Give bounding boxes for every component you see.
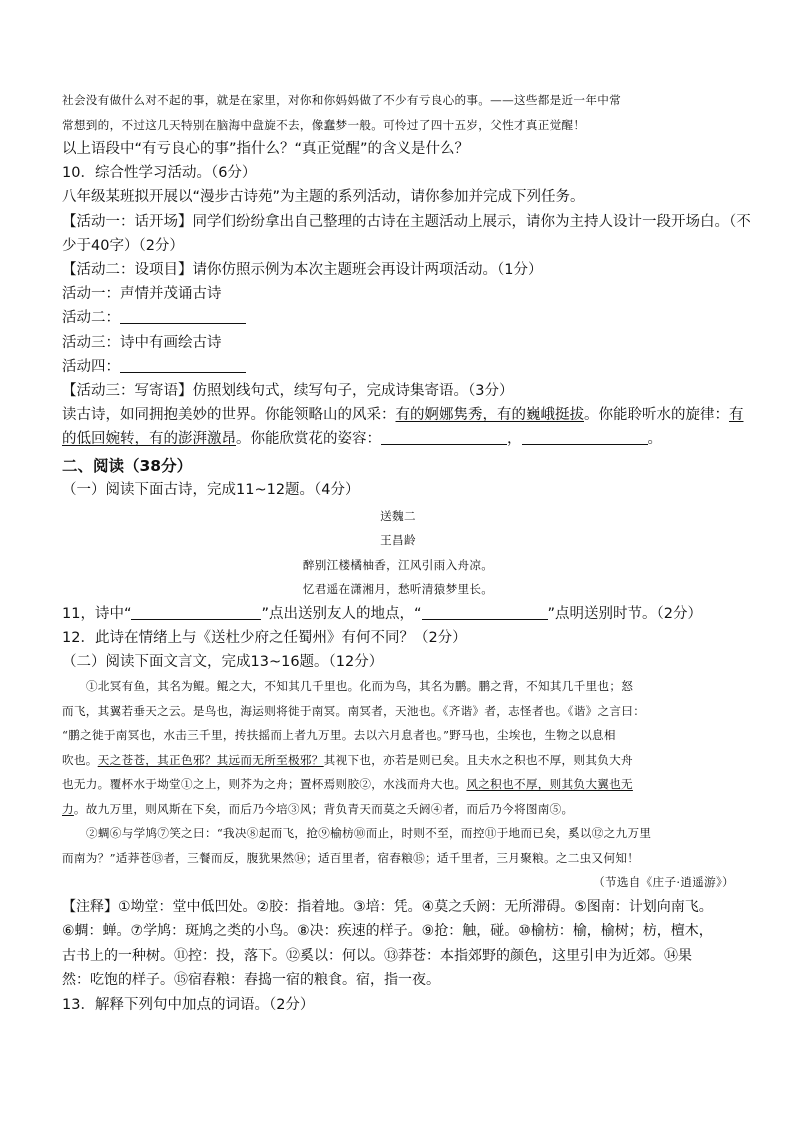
question-10-intro: 八年级某班拟开展以“漫步古诗苑”为主题的系列活动，请你参加并完成下列任务。 bbox=[62, 189, 585, 206]
underlined-example: 的低回婉转，有的澎湃激昂 bbox=[62, 431, 236, 448]
punctuation: ， bbox=[507, 431, 522, 448]
text: 吹也。 bbox=[62, 752, 98, 767]
poem-title: 送魏二 bbox=[380, 508, 416, 523]
question-12: 12．此诗在情绪上与《送杜少府之任蜀州》有何不同？（2分） bbox=[62, 630, 467, 647]
activity-3-sentence-cont bbox=[62, 427, 734, 451]
letter-excerpt-line: 常想到的，不过这几天特别在脑海中盘旋不去，像蠢梦一般。可怜过了四十五岁，父性才真正觉醒！ bbox=[62, 117, 586, 132]
activity-2-prompt: 【活动二：设项目】请你仿照示例为本次主题班会再设计两项活动。（1分） bbox=[62, 262, 543, 279]
activity-3-sentence bbox=[62, 403, 744, 427]
answer-blank[interactable] bbox=[131, 605, 261, 620]
question-13: 13．解释下列句中加点的词语。（2分） bbox=[62, 996, 315, 1013]
classical-text-line bbox=[62, 748, 734, 773]
question-10-title: 10．综合性学习活动。（6分） bbox=[62, 165, 257, 182]
letter-excerpt-line: 社会没有做什么对不起的事，就是在家里，对你和你妈妈做了不少有亏良心的事。——这些都是近一年中常 bbox=[62, 93, 622, 107]
activity-item-1: 活动一：声情并茂诵古诗 bbox=[62, 286, 222, 303]
poem-line: 醉别江楼橘柚香，江风引雨入舟凉。 bbox=[302, 557, 494, 572]
classical-text-line: ①北冥有鱼，其名为鲲。鲲之大，不知其几千里也。化而为鸟，其名为鹏。鹏之背，不知其几千里也；怒 bbox=[86, 679, 634, 694]
activity-3-prompt: 【活动三：写寄语】仿照划线句式，续写句子，完成诗集寄语。（3分） bbox=[62, 383, 514, 400]
sentence-text: 。你能聆听水的旋律： bbox=[584, 407, 729, 424]
classical-text-line: “鹏之徙于南冥也，水击三千里，抟扶摇而上者九万里。去以六月息者也。”野马也，尘埃也，生物之以息相 bbox=[62, 728, 616, 743]
question-11 bbox=[62, 602, 734, 626]
activity-item-4 bbox=[62, 355, 734, 379]
answer-blank[interactable] bbox=[381, 430, 507, 445]
answer-blank[interactable] bbox=[120, 309, 246, 324]
poem-line: 忆君遥在潇湘月，愁听清猿梦里长。 bbox=[302, 582, 494, 597]
activity-item-2 bbox=[62, 306, 734, 330]
text: 其视下也，亦若是则已矣。且夫水之积也不厚，则其负大舟 bbox=[323, 752, 633, 767]
classical-text-line: ②蜩⑥与学鸠⑦笑之曰：“我决⑧起而飞，抢⑨榆枋⑩而止，时则不至，而控⑪于地而已矣，奚以⑫之九万里 bbox=[86, 826, 652, 841]
underlined-sentence: 天之苍苍，其正色邪？其远而无所至极邪？ bbox=[97, 752, 324, 767]
answer-blank[interactable] bbox=[522, 430, 648, 445]
section-2-title: 二、阅读（38分） bbox=[62, 456, 193, 475]
activity-item-3: 活动三：诗中有画绘古诗 bbox=[62, 334, 222, 351]
activity-item-4-label: 活动四： bbox=[62, 358, 120, 375]
text: 。故九万里，则风斯在下矣，而后乃今培③风；背负青天而莫之夭阏④者，而后乃今将图南⑤。 bbox=[73, 801, 574, 816]
answer-blank[interactable] bbox=[422, 605, 548, 620]
activity-item-2-label: 活动二： bbox=[62, 310, 120, 327]
annotation-line: 【注释】①坳堂：堂中低凹处。②胶：指着地。③培：凭。④莫之夭阏：无所滞碍。⑤图南：计划向南飞。 bbox=[62, 898, 713, 915]
underlined-sentence: 力 bbox=[62, 801, 74, 816]
classical-text-line: 而南为？”适莽苍⑬者，三餐而反，腹犹果然⑭；适百里者，宿舂粮⑮；适千里者，三月聚粮。之二虫又何知！ bbox=[62, 850, 640, 865]
sentence-text: 读古诗，如同拥抱美妙的世界。你能领略山的风采： bbox=[62, 407, 396, 424]
poem-author: 王昌龄 bbox=[380, 533, 416, 548]
activity-1-prompt-cont: 少于40字）（2分） bbox=[62, 237, 184, 254]
document-page bbox=[62, 88, 751, 1017]
question-text: 11，诗中“ bbox=[62, 605, 132, 622]
activity-1-prompt: 【活动一：话开场】同学们纷纷拿出自己整理的古诗在主题活动上展示，请你为主持人设计一段开场白。（不 bbox=[62, 213, 751, 230]
annotation-line: ⑥蜩：蝉。⑦学鸠：斑鸠之类的小鸟。⑧决：疾速的样子。⑨抢：触，碰。⑩榆枋：榆，榆树；枋，檀木， bbox=[62, 923, 713, 940]
sentence-text: 。你能欣赏花的姿容： bbox=[236, 431, 381, 448]
underlined-example: 有 bbox=[729, 407, 744, 424]
question-text: ”点出送别友人的地点，“ bbox=[261, 605, 422, 622]
classical-text-line: 而飞，其翼若垂天之云。是鸟也，海运则将徙于南冥。南冥者，天池也。《齐谐》者，志怪者也。《谐》之言曰： bbox=[62, 703, 646, 718]
answer-blank[interactable] bbox=[120, 358, 246, 373]
punctuation: 。 bbox=[647, 431, 662, 448]
classical-text-line bbox=[62, 797, 734, 822]
annotation-line: 古书上的一种树。⑪控：投，落下。⑫奚以：何以。⑬莽苍：本指郊野的颜色，这里引申为近郊。⑭果 bbox=[62, 947, 692, 964]
annotation-line: 然：吃饱的样子。⑮宿舂粮：舂捣一宿的粮食。宿，指一夜。 bbox=[62, 972, 440, 989]
part-1-instruction: （一）阅读下面古诗，完成11~12题。（4分） bbox=[62, 481, 360, 498]
question-text: ”点明送别时节。（2分） bbox=[547, 605, 702, 622]
classical-text-line bbox=[62, 772, 734, 797]
question-letter: 以上语段中“有亏良心的事”指什么？“真正觉醒”的含义是什么？ bbox=[62, 141, 470, 157]
underlined-sentence: 风之积也不厚，则其负大翼也无 bbox=[466, 777, 633, 792]
part-2-instruction: （二）阅读下面文言文，完成13~16题。（12分） bbox=[62, 654, 384, 671]
text: 也无力。覆杯水于坳堂①之上，则芥为之舟；置杯焉则胶②，水浅而舟大也。 bbox=[62, 777, 467, 792]
underlined-example: 有的婀娜隽秀，有的巍峨挺拔 bbox=[395, 407, 584, 424]
classical-source: （节选自《庄子·逍遥游》） bbox=[593, 875, 734, 890]
